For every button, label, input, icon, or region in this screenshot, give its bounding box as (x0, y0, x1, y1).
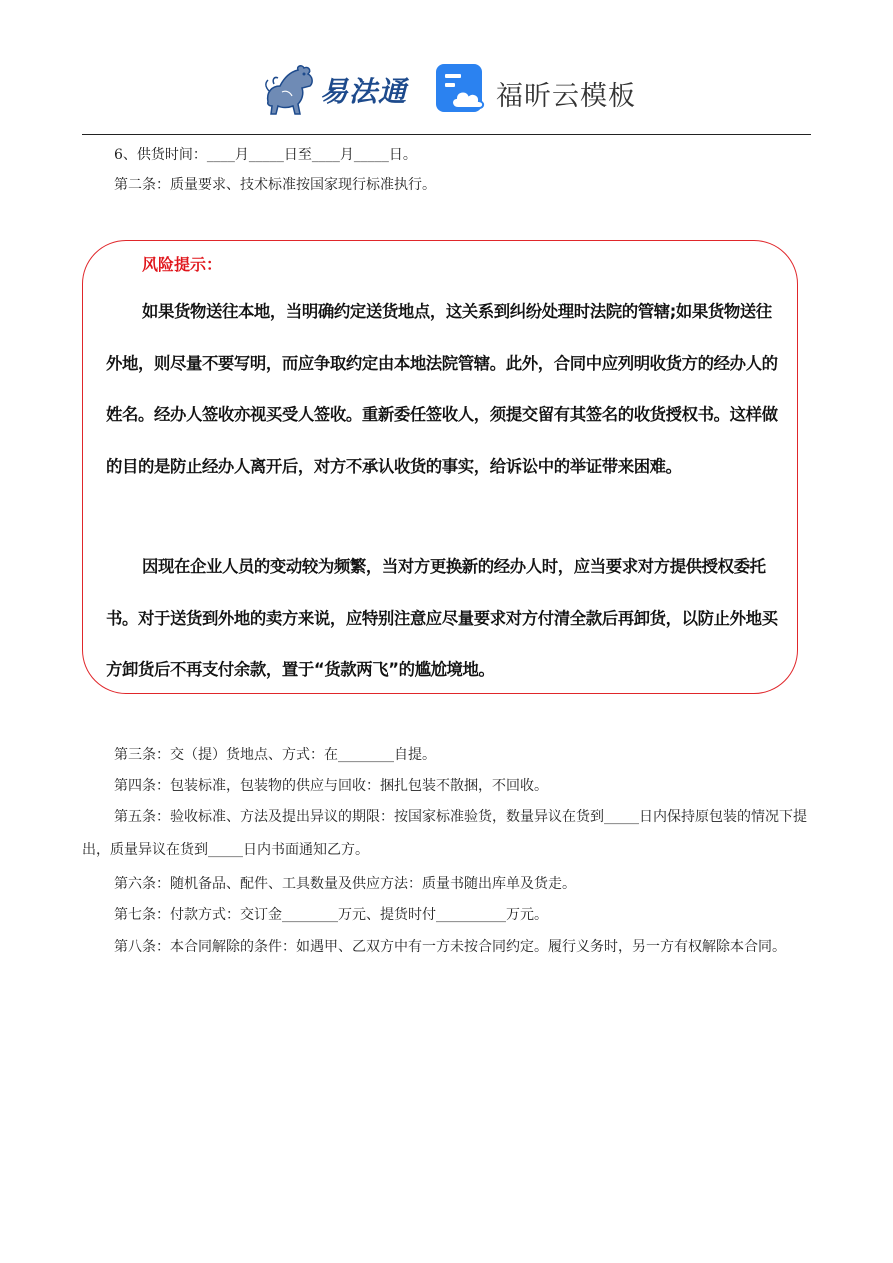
article-6: 第六条：随机备品、配件、工具数量及供应方法：质量书随出库单及货走。 (114, 876, 576, 892)
foxit-cloud-icon (436, 64, 488, 116)
qilin-logo-icon (262, 62, 320, 118)
article-5: 第五条：验收标准、方法及提出异议的期限：按国家标准验货，数量异议在货到_____日内保持原包装的情况下提出，质量异议在货到_____日内书面通知乙方。 (82, 809, 807, 858)
article-8: 第八条：本合同解除的条件：如遇甲、乙双方中有一方未按合同约定。履行义务时，另一方有权解除本合同。 (114, 939, 786, 955)
brand-name-left: 易法通 (320, 75, 408, 108)
article-4: 第四条：包装标准，包装物的供应与回收：捆扎包装不散捆，不回收。 (114, 778, 548, 794)
header-divider (82, 134, 811, 135)
article-2: 第二条：质量要求、技术标准按国家现行标准执行。 (114, 177, 436, 193)
risk-warning-title: 风险提示： (142, 255, 223, 274)
brand-name-right: 福昕云模板 (496, 81, 636, 112)
article-3: 第三条：交（提）货地点、方式：在________自提。 (114, 747, 436, 763)
supply-time: 6、供货时间：____月_____日至____月_____日。 (114, 147, 417, 163)
article-7: 第七条：付款方式：交订金________万元、提货时付__________万元。 (114, 907, 548, 923)
foxit-logo (436, 64, 636, 118)
risk-warning-paragraph-1: 如果货物送往本地，当明确约定送货地点，这关系到纠纷处理时法院的管辖;如果货物送往外地，则尽量不要写明，而应争取约定由本地法院管辖。此外，合同中应列明收货方的经办人的姓名。经办人签收亦视买受人签收。重新委任签收人，须提交留有其签名的收货授权书。这样做的目的是防止经办人离开后，对方不承认收货的事实，给诉讼中的举证带来困难。 (106, 302, 778, 476)
yifatong-logo (262, 62, 422, 118)
risk-warning-paragraph-2: 因现在企业人员的变动较为频繁，当对方更换新的经办人时，应当要求对方提供授权委托书。对于送货到外地的卖方来说，应特别注意应尽量要求对方付清全款后再卸货，以防止外地买方卸货后不再支付余款，置于“货款两飞”的尴尬境地。 (106, 557, 778, 679)
page-header (0, 0, 893, 136)
